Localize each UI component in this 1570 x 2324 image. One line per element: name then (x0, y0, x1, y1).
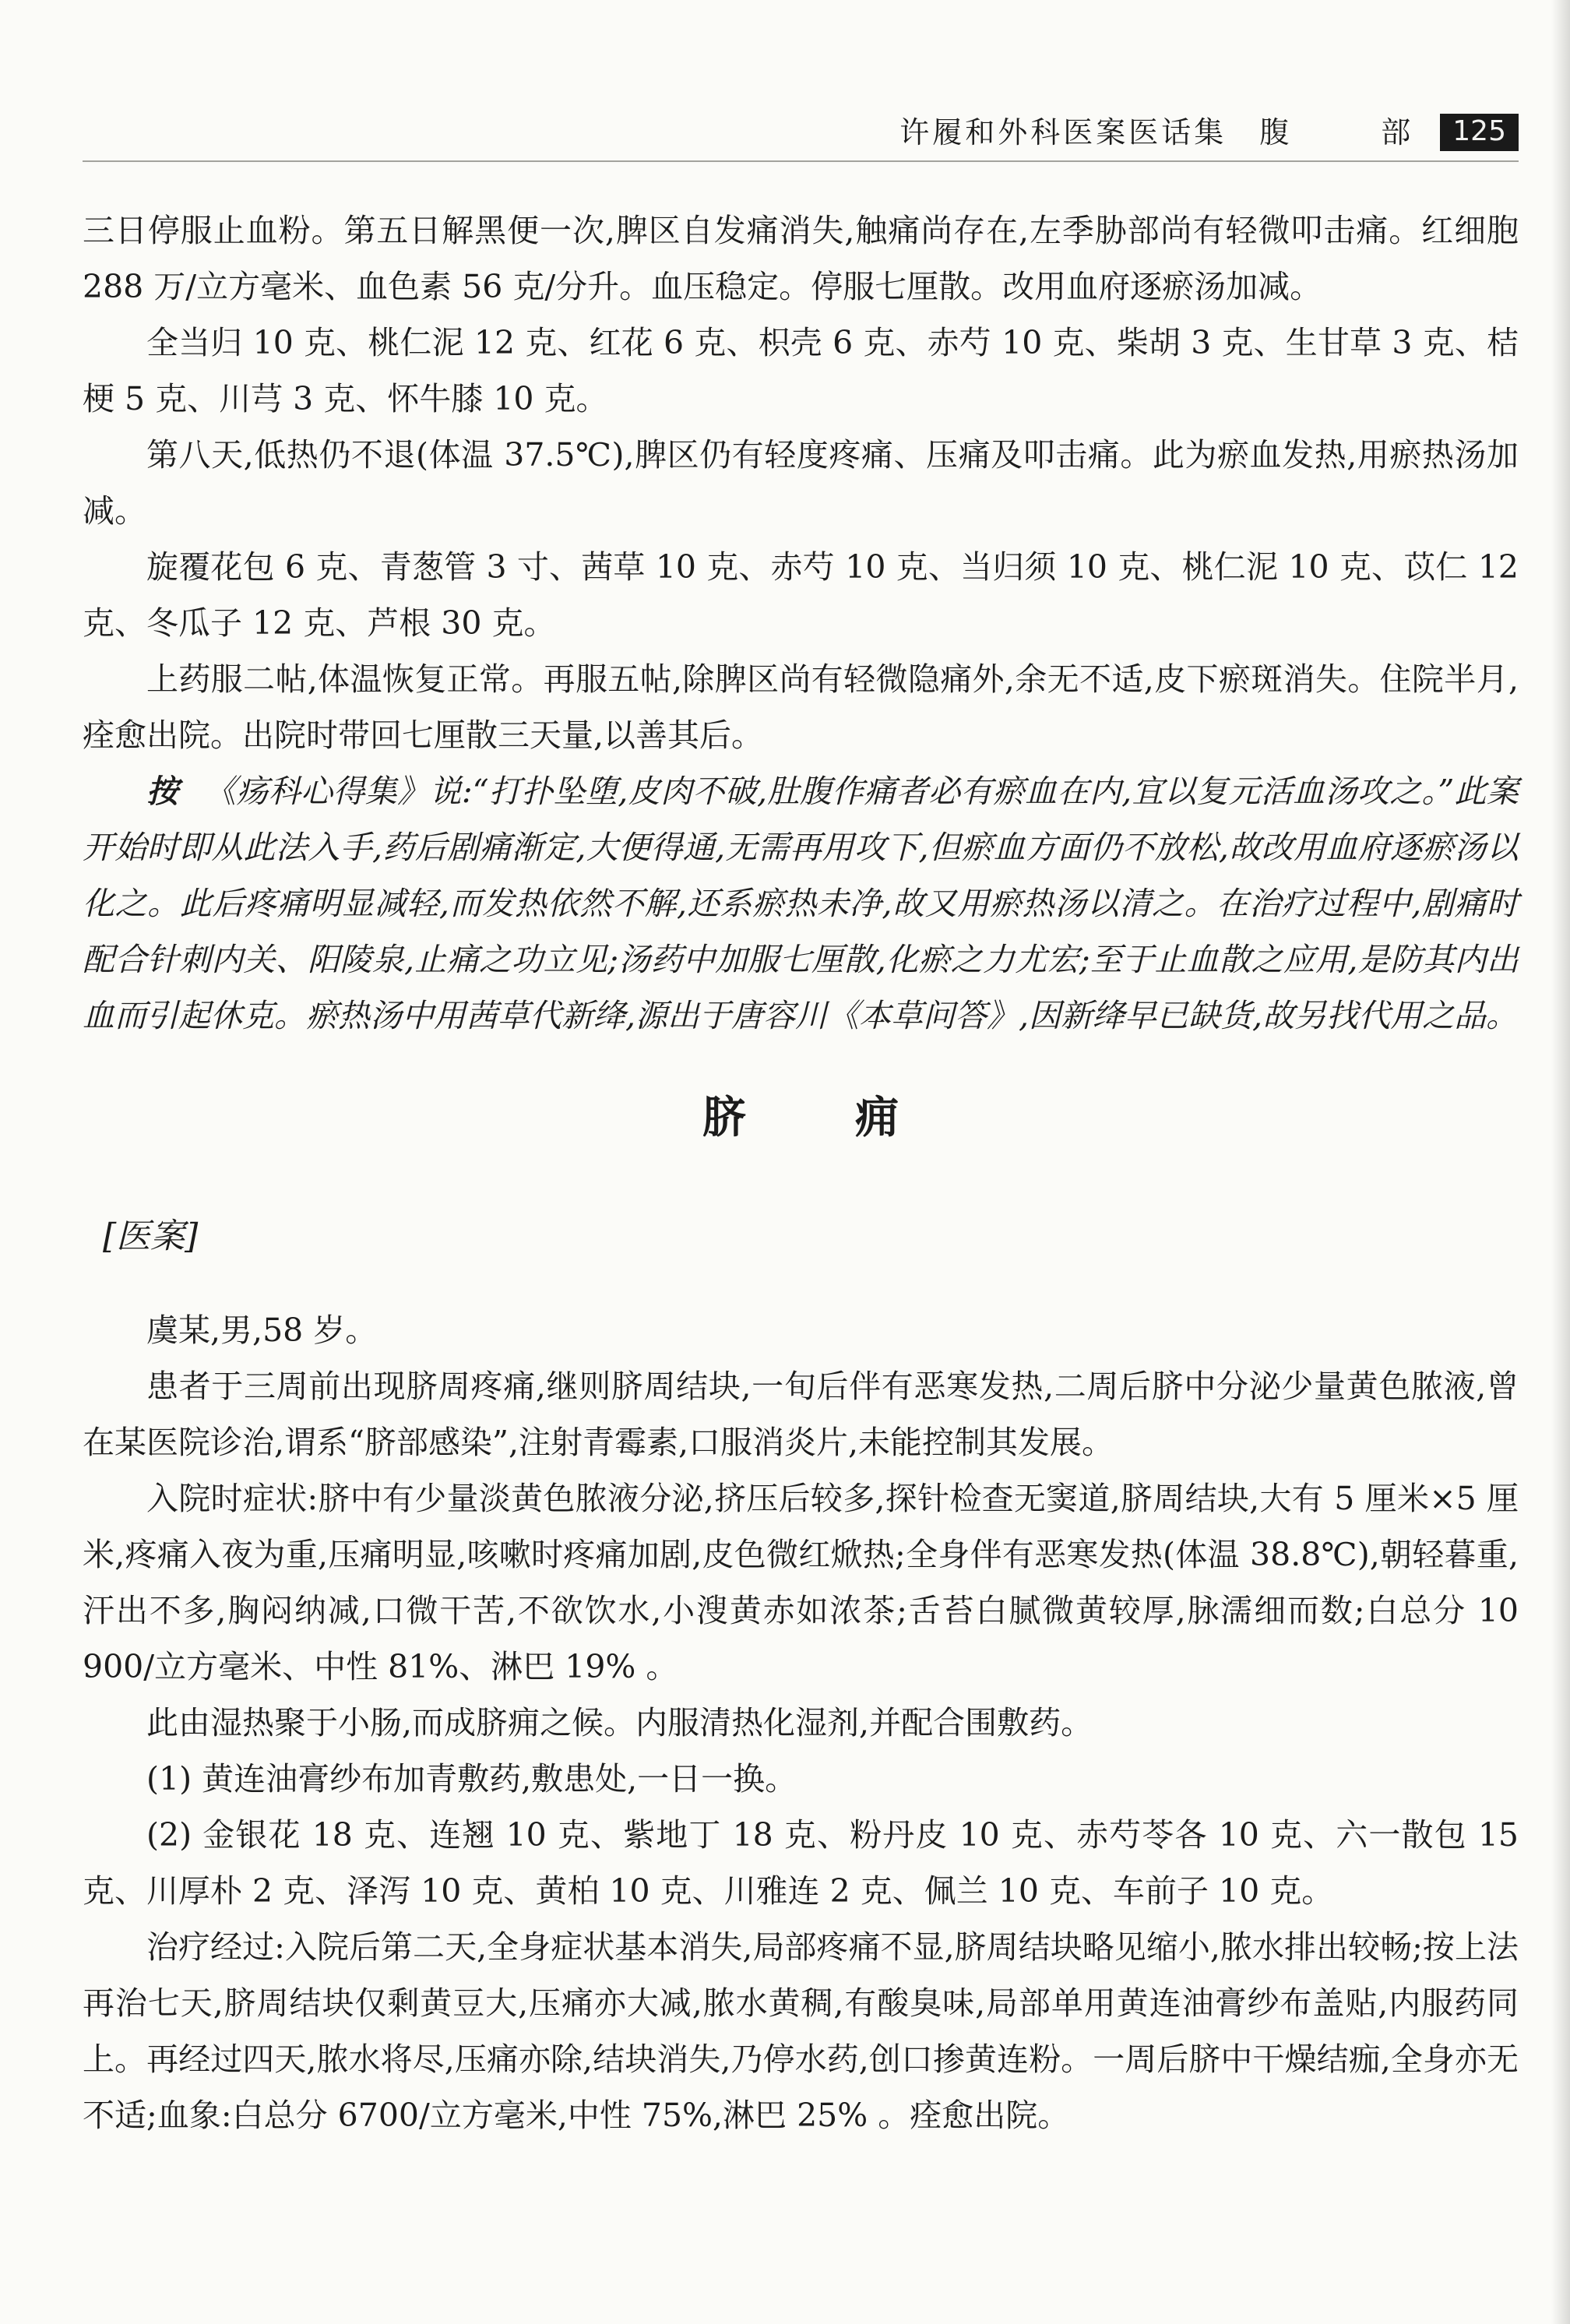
section-name-char-1: 腹 (1259, 115, 1290, 150)
paragraph-history: 患者于三周前出现脐周疼痛,继则脐周结块,一旬后伴有恶寒发热,二周后脐中分泌少量黄色脓液,曾在某医院诊治,谓系“脐部感染”,注射青霉素,口服消炎片,未能控制其发展。 (83, 1368, 1519, 1461)
paragraph-prescription-2: 旋覆花包 6 克、青葱管 3 寸、茜草 10 克、赤芍 10 克、当归须 10 克、桃仁泥 10 克、苡仁 12 克、冬瓜子 12 克、芦根 30 克。 (83, 548, 1519, 642)
paragraph-treatment-item-2: (2) 金银花 18 克、连翘 10 克、紫地丁 18 克、粉丹皮 10 克、赤芍苓各 10 克、六一散包 15 克、川厚朴 2 克、泽泻 10 克、黄柏 10 克、川雅连 2 克、佩兰 10 克、车前子 10 克。 (83, 1816, 1519, 1910)
running-header (83, 114, 1519, 151)
commentary-label: 按 (146, 773, 179, 810)
paragraph-continued-from-previous-page: 三日停服止血粉。第五日解黑便一次,脾区自发痛消失,触痛尚存在,左季胁部尚有轻微叩击痛。红细胞 288 万/立方毫米、血色素 56 克/分升。血压稳定。停服七厘散。改用血府逐瘀汤加减。 (83, 212, 1519, 305)
paragraph-patient-info: 虞某,男,58 岁。 (146, 1312, 378, 1349)
section-heading-qi-yong (83, 1090, 1519, 1146)
section-name-char-2: 部 (1381, 115, 1411, 150)
paragraph-day-eight: 第八天,低热仍不退(体温 37.5℃),脾区仍有轻度疼痛、压痛及叩击痛。此为瘀血发热,用瘀热汤加减。 (83, 436, 1519, 530)
paragraph-prescription-1: 全当归 10 克、桃仁泥 12 克、红花 6 克、枳壳 6 克、赤芍 10 克、柴胡 3 克、生甘草 3 克、桔梗 5 克、川芎 3 克、怀牛膝 10 克。 (83, 324, 1519, 417)
page-body (83, 202, 1519, 2143)
medical-case-label: [医案] (103, 1217, 199, 1256)
paragraph-admission-symptoms: 入院时症状:脐中有少量淡黄色脓液分泌,挤压后较多,探针检查无窦道,脐周结块,大有 5 厘米×5 厘米,疼痛入夜为重,压痛明显,咳嗽时疼痛加剧,皮色微红焮热;全身伴有恶寒发热(体温 38.8℃),朝轻暮重,汗出不多,胸闷纳减,口微干苦,不欲饮水,小溲黄赤如浓茶;舌苔白腻微黄较厚,脉濡细而数;白总分 10 900/立方毫米、中性 81%、淋巴 19% 。 (83, 1480, 1519, 1685)
commentary-text: 《疡科心得集》说:“打扑坠堕,皮肉不破,肚腹作痛者必有瘀血在内,宜以复元活血汤攻之。”此案开始时即从此法入手,药后剧痛渐定,大便得通,无需再用攻下,但瘀血方面仍不放松,故改用血府逐瘀汤以化之。此后疼痛明显减轻,而发热依然不解,还系瘀热未净,故又用瘀热汤以清之。在治疗过程中,剧痛时配合针刺内关、阳陵泉,止痛之功立见;汤药中加服七厘散,化瘀之力尤宏;至于止血散之应用,是防其内出血而引起休克。瘀热汤中用茜草代新绛,源出于唐容川《本草问答》,因新绛早已缺货,故另找代用之品。 (83, 773, 1519, 1034)
section-heading-char-2: 痈 (855, 1093, 899, 1143)
page-number-badge: 125 (1440, 114, 1519, 151)
paragraph-treatment-course: 治疗经过:入院后第二天,全身症状基本消失,局部疼痛不显,脐周结块略见缩小,脓水排出较畅;按上法再治七天,脐周结块仅剩黄豆大,压痛亦大减,脓水黄稠,有酸臭味,局部单用黄连油膏纱布盖贴,内服药同上。再经过四天,脓水将尽,压痛亦除,结块消失,乃停水药,创口掺黄连粉。一周后脐中干燥结痂,全身亦无不适;血象:白总分 6700/立方毫米,中性 75%,淋巴 25% 。痊愈出院。 (83, 1928, 1519, 2134)
section-heading-char-1: 脐 (702, 1093, 746, 1143)
paragraph-outcome: 上药服二帖,体温恢复正常。再服五帖,除脾区尚有轻微隐痛外,余无不适,皮下瘀斑消失。住院半月,痊愈出院。出院时带回七厘散三天量,以善其后。 (83, 660, 1519, 754)
book-title: 许履和外科医案医话集 (899, 115, 1227, 150)
header-rule (83, 160, 1519, 162)
paragraph-treatment-item-1: (1) 黄连油膏纱布加青敷药,敷患处,一日一换。 (146, 1760, 797, 1798)
paragraph-commentary (83, 763, 1519, 1044)
paragraph-diagnosis: 此由湿热聚于小肠,而成脐痈之候。内服清热化湿剂,并配合围敷药。 (146, 1704, 1093, 1741)
